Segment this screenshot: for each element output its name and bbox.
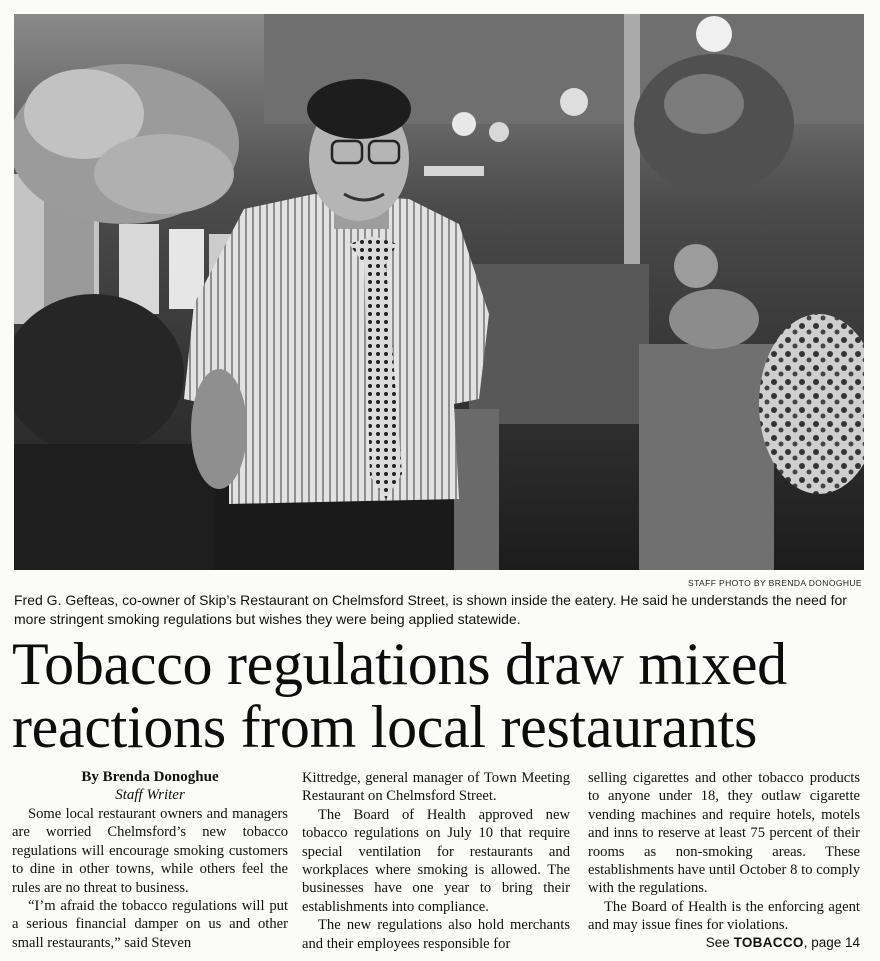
see-suffix: , page 14 [803,935,860,950]
continued-reference[interactable] [706,935,860,950]
paragraph: The new regulations also hold merchants and their employees responsible for [302,917,570,952]
article-photo [14,14,864,570]
paragraph: Some local restaurant owners and managers are worried Chelmsford’s new tobacco regulations will encourage smoking customers to dine in other towns, while others feel the rules are no threat to business. [12,806,288,896]
paragraph: The Board of Health approved new tobacco regulations on July 10 that require special ventilation for restaurants and workplaces where smoking is allowed. The businesses have one year to bring their establishments into compliance. [302,806,570,915]
byline [12,768,288,804]
photo-caption: Fred G. Gefteas, co-owner of Skip’s Restaurant on Chelmsford Street, is shown inside the eatery. He said he understands the need for more stringent smoking regulations but wishes they were being applied statewide. [14,592,847,627]
paragraph: Kittredge, general manager of Town Meeting Restaurant on Chelmsford Street. [302,770,570,805]
article-column-1 [12,805,288,952]
byline-role: Staff Writer [115,787,185,803]
byline-name: By Brenda Donoghue [81,769,219,785]
paragraph: “I’m afraid the tobacco regulations will put a serious financial damper on us and other small restaurants,” said Steven [12,898,288,951]
photo-credit: STAFF PHOTO BY BRENDA DONOGHUE [688,578,862,588]
article-column-3 [588,769,860,935]
article-column-2 [302,769,570,953]
see-target: TOBACCO [733,935,804,950]
photo-illustration [14,14,864,570]
paragraph: The Board of Health is the enforcing agent and may issue fines for violations. [588,898,860,934]
article-headline: Tobacco regulations draw mixed reactions from local restaurants [12,631,787,760]
see-prefix: See [705,935,734,950]
paragraph: selling cigarettes and other tobacco products to anyone under 18, they outlaw cigarette vending machines and require hotels, motels and inns to reserve at least 75 percent of their rooms as non-smoking areas. These establishments have until October 8 to comply with the regulations. [588,770,860,897]
